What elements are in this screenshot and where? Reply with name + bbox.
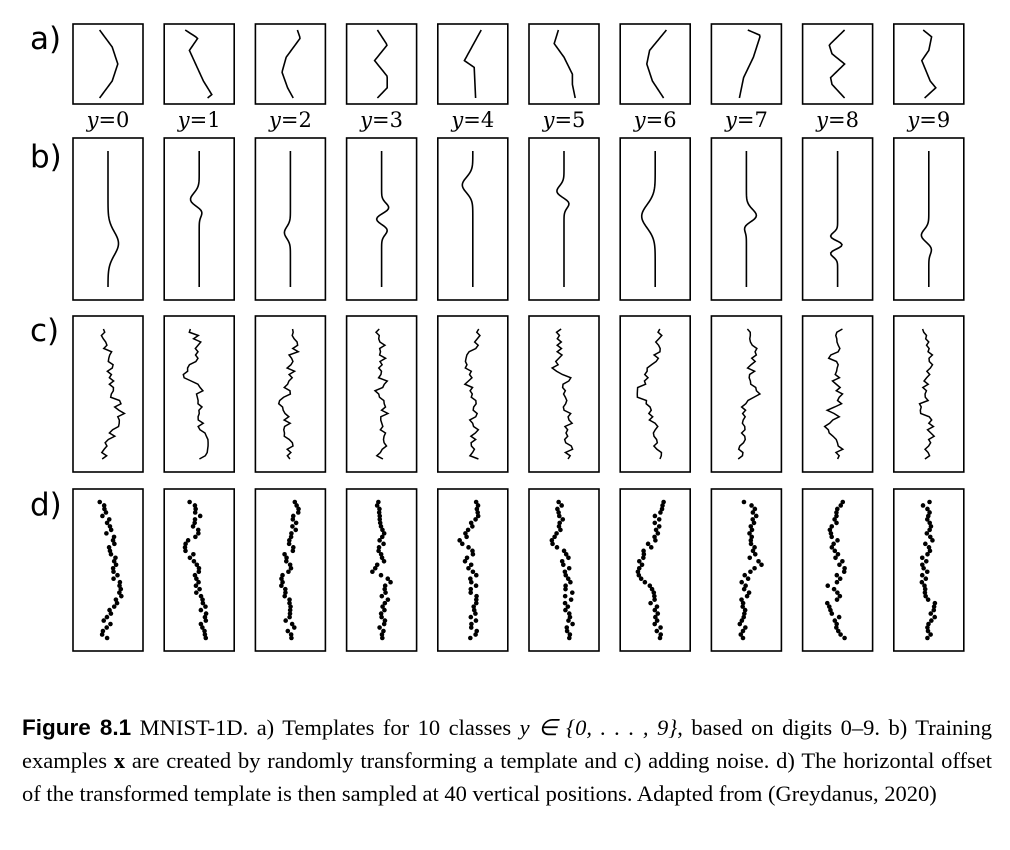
- sample-point-7: [749, 542, 754, 547]
- sample-point-0: [108, 622, 113, 627]
- sample-point-5: [566, 555, 571, 560]
- sample-point-8: [829, 535, 834, 540]
- panel-a-1: [164, 24, 234, 104]
- sample-point-7: [746, 576, 751, 581]
- sample-point-2: [293, 528, 298, 533]
- row-label-c: c): [30, 313, 60, 349]
- sample-point-7: [739, 580, 744, 585]
- sample-point-0: [97, 500, 102, 505]
- template-curve-8: [829, 30, 844, 98]
- sample-point-4: [466, 566, 471, 571]
- sample-point-8: [825, 583, 830, 588]
- sample-point-2: [292, 625, 297, 630]
- sample-point-1: [203, 604, 208, 609]
- sample-point-8: [834, 521, 839, 526]
- sample-point-7: [756, 559, 761, 564]
- sample-point-1: [203, 636, 208, 641]
- sample-point-9: [924, 559, 929, 564]
- sample-point-8: [837, 615, 842, 620]
- template-curve-0: [100, 30, 118, 98]
- panel-a-7: [711, 24, 781, 104]
- sample-point-3: [383, 590, 388, 595]
- sample-point-5: [567, 566, 572, 571]
- sample-point-8: [842, 569, 847, 574]
- sample-point-5: [563, 608, 568, 613]
- transformed-curve-0: [108, 151, 118, 287]
- sample-point-5: [556, 500, 561, 505]
- sample-point-2: [284, 559, 289, 564]
- sample-point-1: [188, 555, 193, 560]
- template-curve-5: [554, 30, 575, 98]
- panel-c-9: [894, 316, 964, 472]
- sample-point-5: [550, 542, 555, 547]
- sample-point-6: [658, 510, 663, 515]
- sample-point-6: [652, 622, 657, 627]
- sample-point-8: [830, 545, 835, 550]
- sample-point-4: [474, 583, 479, 588]
- sample-point-1: [194, 583, 199, 588]
- sample-point-2: [286, 569, 291, 574]
- sample-point-4: [470, 524, 475, 529]
- sample-point-8: [838, 576, 843, 581]
- caption-text-3: are created by randomly transforming a template and c) adding noise. d) The horizontal offset of the transformed template is then sampled at 40 vertical positions. Adapted from (Greydanus, 2020): [22, 748, 993, 806]
- class-label-8: y=8: [816, 108, 860, 132]
- sample-point-6: [656, 531, 661, 536]
- sample-point-3: [377, 538, 382, 543]
- panel-c-3: [347, 316, 417, 472]
- panel-c-0: [73, 316, 143, 472]
- sample-point-6: [658, 625, 663, 630]
- sample-point-3: [388, 580, 393, 585]
- sample-point-3: [370, 569, 375, 574]
- sample-point-1: [197, 587, 202, 592]
- sample-point-1: [197, 569, 202, 574]
- noisy-curve-1: [183, 329, 208, 459]
- sample-point-0: [104, 510, 109, 515]
- sample-point-9: [925, 552, 930, 557]
- sample-point-4: [468, 636, 473, 641]
- noisy-curve-4: [465, 329, 480, 459]
- sample-point-0: [119, 594, 124, 599]
- sample-point-5: [568, 580, 573, 585]
- sample-point-2: [294, 521, 299, 526]
- sample-point-5: [557, 514, 562, 519]
- sample-point-3: [381, 542, 386, 547]
- sample-point-3: [382, 622, 387, 627]
- sample-point-4: [466, 545, 471, 550]
- sample-point-7: [741, 636, 746, 641]
- sample-point-0: [105, 615, 110, 620]
- sample-point-0: [114, 562, 119, 567]
- sample-point-0: [111, 569, 116, 574]
- sample-point-1: [193, 510, 198, 515]
- sample-point-7: [754, 514, 759, 519]
- sample-point-9: [921, 566, 926, 571]
- sample-point-1: [199, 608, 204, 613]
- sample-point-9: [928, 611, 933, 616]
- row-label-d: d): [30, 487, 62, 523]
- sample-point-5: [567, 636, 572, 641]
- sample-point-1: [187, 500, 192, 505]
- sample-point-0: [104, 531, 109, 536]
- sample-point-8: [835, 573, 840, 578]
- sample-point-3: [379, 615, 384, 620]
- sample-point-7: [745, 594, 750, 599]
- template-curve-1: [185, 30, 212, 98]
- sample-point-9: [926, 597, 931, 602]
- sample-point-2: [282, 594, 287, 599]
- sample-point-5: [555, 545, 560, 550]
- sample-point-0: [112, 604, 117, 609]
- panel-d-6: [620, 489, 690, 651]
- sample-point-4: [469, 625, 474, 630]
- panel-a-9: [894, 24, 964, 104]
- noisy-curve-8: [825, 329, 843, 459]
- sample-point-5: [570, 622, 575, 627]
- sample-point-2: [291, 517, 296, 522]
- sample-point-8: [830, 611, 835, 616]
- sample-point-5: [563, 587, 568, 592]
- sample-point-8: [832, 587, 837, 592]
- sample-point-8: [835, 597, 840, 602]
- sample-point-6: [652, 597, 657, 602]
- sample-point-0: [104, 625, 109, 630]
- panel-c-7: [711, 316, 781, 472]
- sample-point-0: [100, 632, 105, 637]
- noisy-curve-2: [279, 329, 299, 459]
- transformed-curve-9: [921, 151, 931, 287]
- sample-point-7: [753, 552, 758, 557]
- panel-c-8: [803, 316, 873, 472]
- sample-point-2: [296, 510, 301, 515]
- sample-point-1: [183, 549, 188, 554]
- sample-point-7: [747, 555, 752, 560]
- sample-point-5: [570, 590, 575, 595]
- sample-point-1: [198, 514, 203, 519]
- sample-point-8: [838, 632, 843, 637]
- template-curve-7: [739, 30, 760, 98]
- sample-point-8: [833, 549, 838, 554]
- template-curve-2: [282, 30, 300, 98]
- transformed-curve-4: [462, 151, 473, 287]
- template-curve-9: [922, 30, 936, 98]
- row-label-b: b): [30, 139, 62, 175]
- sample-point-3: [379, 573, 384, 578]
- sample-point-7: [737, 622, 742, 627]
- sample-point-2: [289, 636, 294, 641]
- sample-point-6: [648, 601, 653, 606]
- sample-point-9: [928, 632, 933, 637]
- sample-point-2: [285, 629, 290, 634]
- sample-point-9: [930, 538, 935, 543]
- sample-point-4: [468, 590, 473, 595]
- class-label-7: y=7: [724, 108, 768, 132]
- class-label-0: y=0: [86, 108, 130, 132]
- sample-point-1: [193, 535, 198, 540]
- sample-point-9: [924, 576, 929, 581]
- sample-point-0: [112, 542, 117, 547]
- class-label-9: y=9: [907, 108, 951, 132]
- sample-point-7: [748, 569, 753, 574]
- template-curve-4: [464, 30, 481, 98]
- panel-a-4: [438, 24, 508, 104]
- sample-point-0: [105, 636, 110, 641]
- sample-point-1: [191, 552, 196, 557]
- sample-point-8: [837, 562, 842, 567]
- sample-point-1: [196, 531, 201, 536]
- sample-point-2: [291, 549, 296, 554]
- sample-point-5: [559, 503, 564, 508]
- sample-point-9: [925, 531, 930, 536]
- sample-point-6: [653, 514, 658, 519]
- sample-point-2: [287, 542, 292, 547]
- sample-point-6: [657, 524, 662, 529]
- transformed-curve-2: [284, 151, 290, 287]
- sample-point-7: [749, 503, 754, 508]
- noisy-curve-6: [637, 329, 662, 459]
- sample-point-0: [100, 514, 105, 519]
- sample-point-3: [377, 625, 382, 630]
- sample-point-6: [639, 576, 644, 581]
- class-label-1: y=1: [177, 108, 221, 132]
- sample-point-0: [109, 552, 114, 557]
- sample-point-2: [290, 524, 295, 529]
- sample-point-4: [474, 618, 479, 623]
- figure-caption: [22, 711, 992, 810]
- transformed-curve-7: [745, 151, 757, 287]
- sample-point-6: [653, 538, 658, 543]
- transformed-curve-5: [557, 151, 569, 287]
- sample-point-9: [925, 636, 930, 641]
- sample-point-5: [561, 562, 566, 567]
- noisy-curve-0: [101, 329, 124, 459]
- sample-point-4: [471, 552, 476, 557]
- caption-math-classes: y ∈ {0, . . . , 9}: [519, 715, 678, 740]
- sample-point-0: [115, 573, 120, 578]
- panel-c-6: [620, 316, 690, 472]
- sample-point-6: [655, 629, 660, 634]
- sample-point-6: [652, 521, 657, 526]
- noisy-curve-5: [552, 329, 572, 459]
- transformed-curve-6: [642, 151, 655, 287]
- sample-point-4: [463, 559, 468, 564]
- sample-point-6: [658, 636, 663, 641]
- sample-point-0: [101, 618, 106, 623]
- noisy-curve-3: [375, 329, 388, 459]
- sample-point-7: [751, 510, 756, 515]
- row-label-a: a): [30, 21, 62, 57]
- sample-point-7: [759, 562, 764, 567]
- sample-point-8: [833, 555, 838, 560]
- caption-text-1: MNIST-1D. a) Templates for 10 classes: [131, 715, 520, 740]
- sample-point-5: [563, 594, 568, 599]
- sample-point-1: [194, 590, 199, 595]
- sample-point-1: [191, 524, 196, 529]
- sample-point-8: [838, 503, 843, 508]
- transformed-curve-3: [377, 151, 389, 287]
- sample-point-9: [925, 569, 930, 574]
- sample-point-5: [560, 517, 565, 522]
- transformed-curve-8: [831, 151, 842, 287]
- sample-point-2: [279, 583, 284, 588]
- sample-point-6: [641, 555, 646, 560]
- sample-point-3: [386, 597, 391, 602]
- sample-point-4: [469, 615, 474, 620]
- caption-text-2: , based on digits 0–9. b) Training examples: [22, 715, 992, 773]
- sample-point-6: [653, 608, 658, 613]
- panel-a-0: [73, 24, 143, 104]
- sample-point-4: [473, 632, 478, 637]
- noisy-curve-7: [738, 329, 760, 459]
- panel-c-1: [164, 316, 234, 472]
- template-curve-6: [647, 30, 667, 98]
- sample-point-7: [752, 566, 757, 571]
- sample-point-4: [464, 535, 469, 540]
- caption-bold-x: x: [113, 748, 126, 773]
- sample-point-9: [920, 573, 925, 578]
- sample-point-4: [460, 542, 465, 547]
- class-label-4: y=4: [451, 108, 495, 132]
- sample-point-6: [649, 545, 654, 550]
- sample-point-1: [204, 618, 209, 623]
- sample-point-8: [835, 580, 840, 585]
- sample-point-4: [473, 611, 478, 616]
- sample-point-4: [474, 573, 479, 578]
- sample-point-7: [752, 521, 757, 526]
- sample-point-4: [471, 569, 476, 574]
- class-label-6: y=6: [633, 108, 677, 132]
- panel-a-6: [620, 24, 690, 104]
- sample-point-9: [920, 555, 925, 560]
- template-curve-3: [375, 30, 388, 98]
- sample-point-9: [921, 503, 926, 508]
- sample-point-7: [742, 573, 747, 578]
- sample-point-3: [380, 636, 385, 641]
- sample-point-0: [111, 576, 116, 581]
- sample-point-9: [927, 500, 932, 505]
- sample-point-0: [109, 528, 114, 533]
- sample-point-9: [923, 542, 928, 547]
- sample-point-3: [382, 559, 387, 564]
- class-label-2: y=2: [268, 108, 312, 132]
- transformed-curve-1: [191, 151, 202, 287]
- sample-point-6: [643, 580, 648, 585]
- sample-point-7: [742, 500, 747, 505]
- sample-point-5: [569, 597, 574, 602]
- sample-point-5: [566, 618, 571, 623]
- sample-point-9: [931, 608, 936, 613]
- sample-point-9: [932, 615, 937, 620]
- sample-point-4: [469, 580, 474, 585]
- sample-point-3: [380, 594, 385, 599]
- sample-point-8: [842, 636, 847, 641]
- sample-point-4: [473, 517, 478, 522]
- sample-point-3: [382, 608, 387, 613]
- figure-number: Figure 8.1: [22, 715, 132, 740]
- sample-point-5: [558, 528, 563, 533]
- sample-point-6: [657, 517, 662, 522]
- sample-point-8: [835, 538, 840, 543]
- noisy-curve-9: [920, 329, 935, 459]
- sample-point-2: [283, 618, 288, 623]
- sample-point-6: [646, 542, 651, 547]
- class-label-3: y=3: [360, 108, 404, 132]
- panel-a-5: [529, 24, 599, 104]
- sample-point-7: [742, 587, 747, 592]
- sample-point-2: [287, 615, 292, 620]
- sample-point-0: [109, 611, 114, 616]
- class-label-5: y=5: [542, 108, 586, 132]
